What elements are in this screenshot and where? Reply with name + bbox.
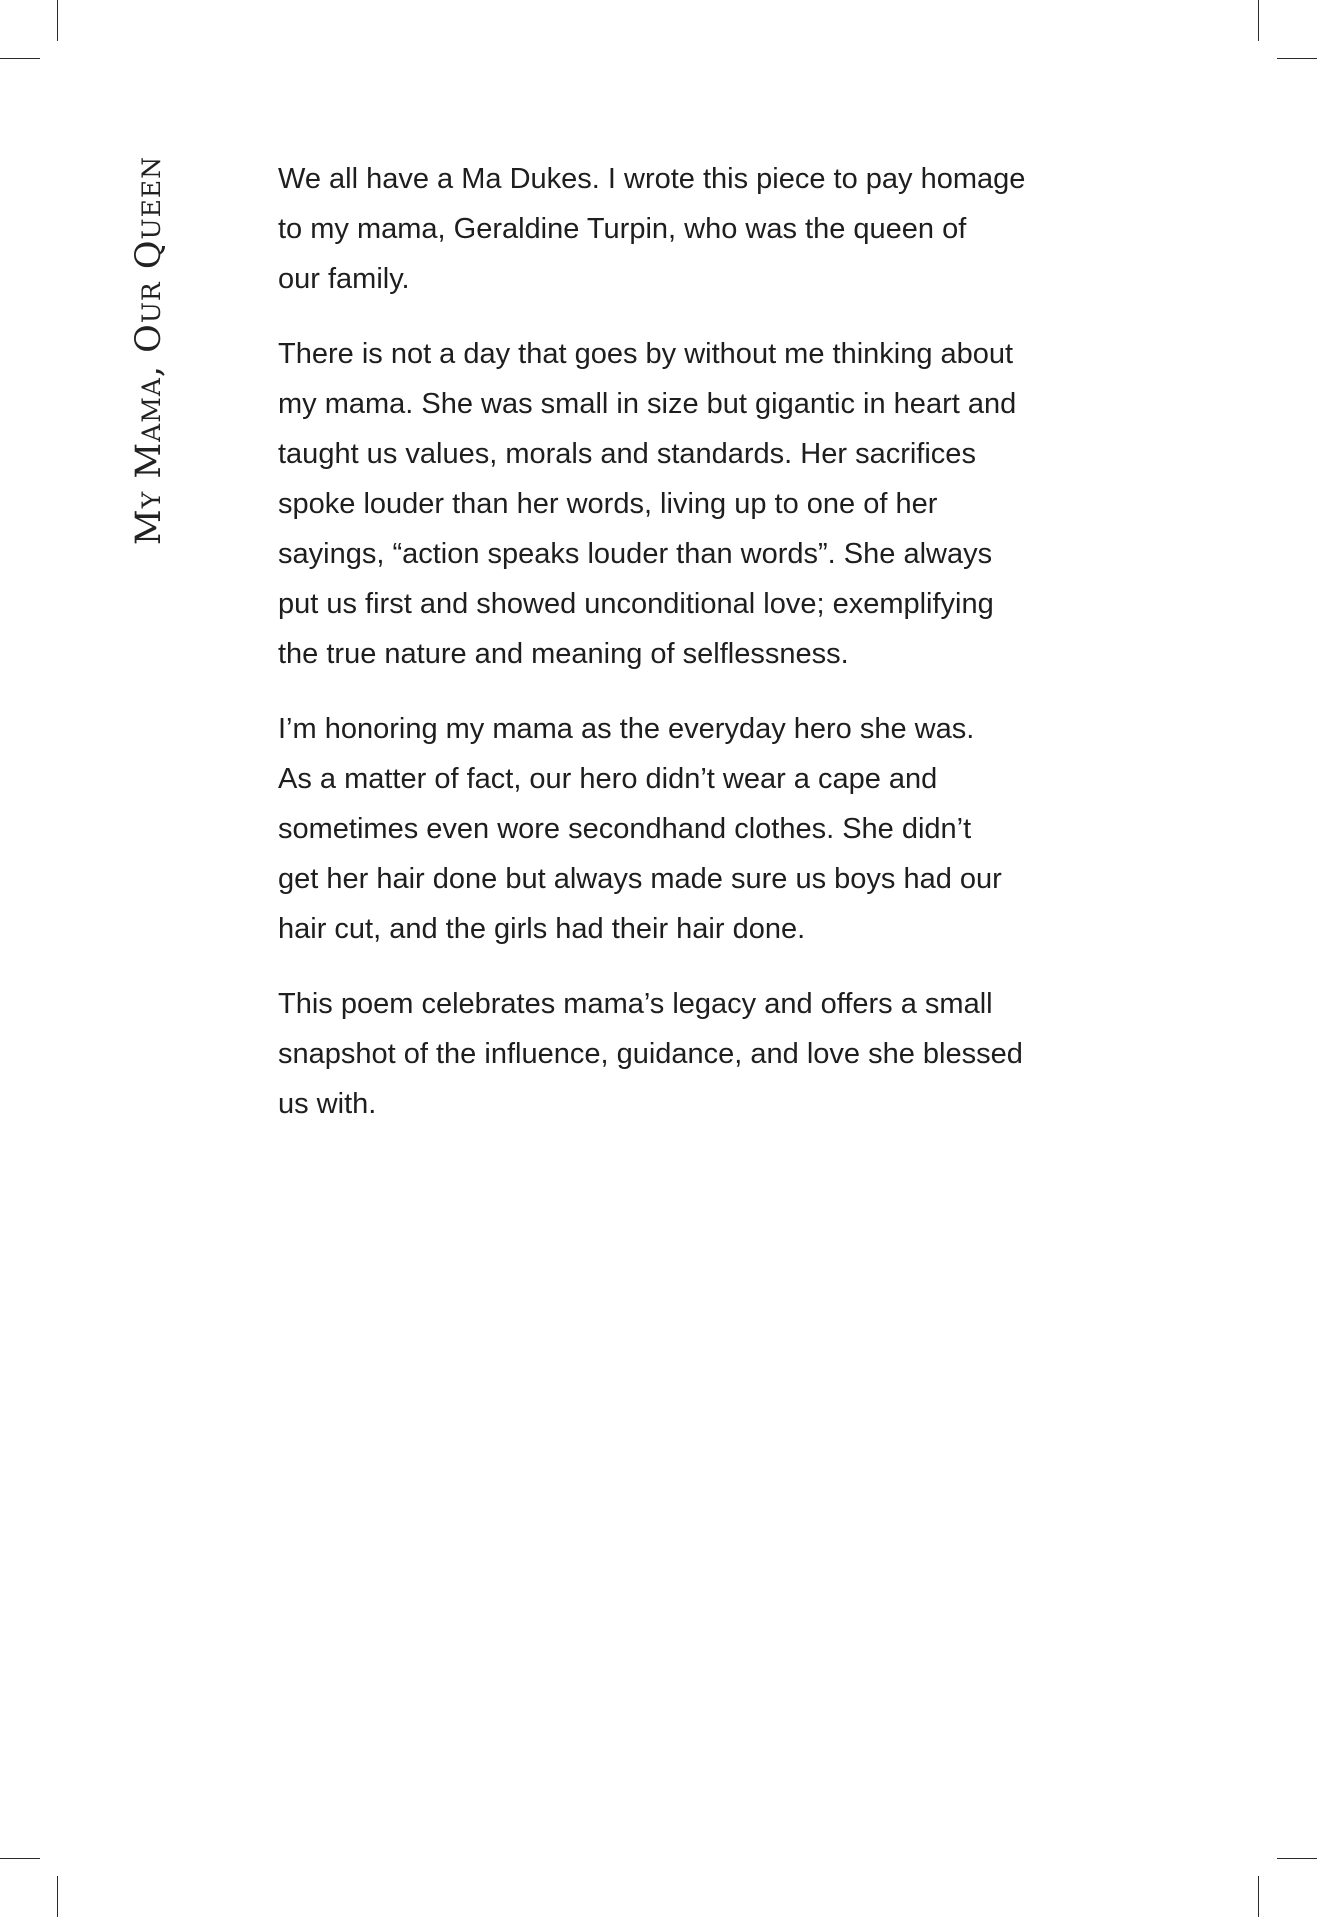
- body-text: [278, 154, 1108, 1154]
- paragraph-2: There is not a day that goes by without me thinking about my mama. She was small in size but gigantic in heart and taught us values, morals and standards. Her sacrifices spoke louder than her words, living up to one of her sayings, “action speaks louder than words”. She always put us first and showed unconditional love; exemplifying the true nature and meaning of selflessness.: [278, 338, 1017, 670]
- crop-mark-bottom-right-horizontal: [1277, 1858, 1317, 1859]
- crop-mark-top-right-horizontal: [1277, 58, 1317, 59]
- paragraph-3: I’m honoring my mama as the everyday hero she was. As a matter of fact, our hero didn’t wear a cape and sometimes even wore secondhand clothes. She didn’t get her hair done but always made sure us boys had our hair cut, and the girls had their hair done.: [278, 713, 1002, 945]
- crop-mark-bottom-left-horizontal: [0, 1858, 40, 1859]
- running-head-text: My Mama, Our Queen: [129, 156, 169, 546]
- crop-mark-top-left-horizontal: [0, 58, 40, 59]
- crop-mark-bottom-left-vertical: [57, 1876, 58, 1917]
- crop-mark-top-left-vertical: [57, 0, 58, 41]
- crop-mark-top-right-vertical: [1258, 0, 1259, 41]
- paragraph-1: We all have a Ma Dukes. I wrote this piece to pay homage to my mama, Geraldine Turpin, who was the queen of our family.: [278, 163, 1026, 295]
- paragraph-4: This poem celebrates mama’s legacy and offers a small snapshot of the influence, guidance, and love she blessed us with.: [278, 988, 1023, 1120]
- crop-mark-bottom-right-vertical: [1258, 1876, 1259, 1917]
